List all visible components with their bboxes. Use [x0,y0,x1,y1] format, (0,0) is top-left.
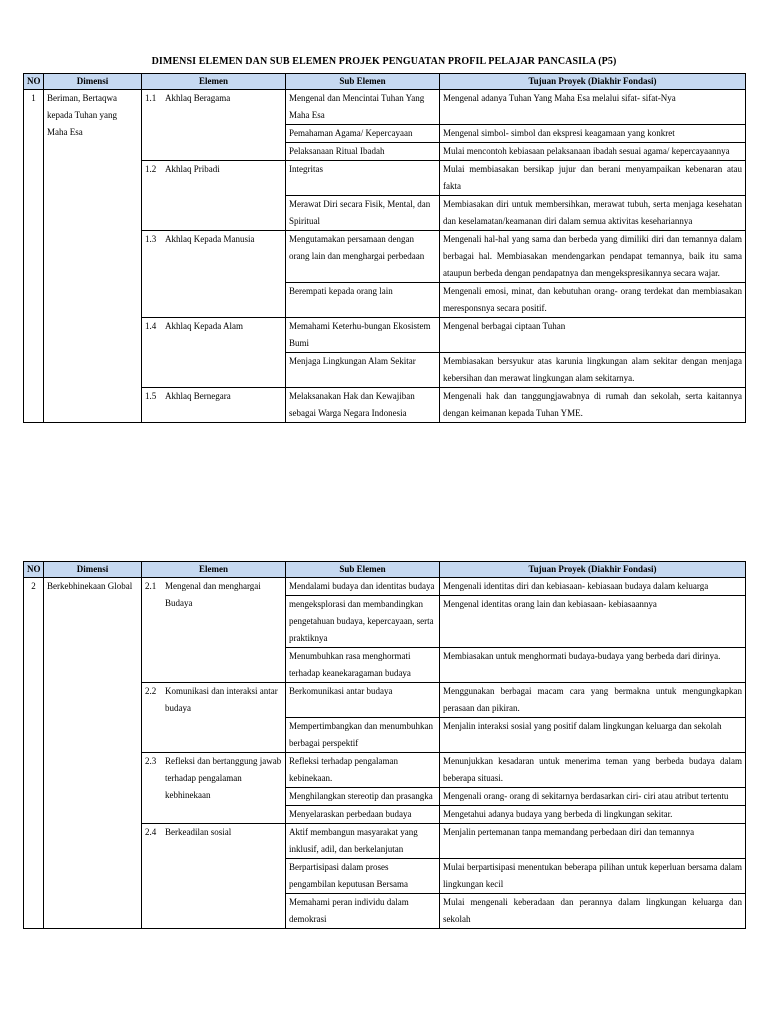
sub-element: Merawat Diri secara Fisik, Mental, dan Spiritual [286,196,440,231]
element-label [145,231,282,248]
project-goal: Mengenali orang- orang di sekitarnya berdasarkan ciri- ciri atau atribut tertentu [440,788,746,806]
project-goal: Mengenal berbagai ciptaan Tuhan [440,318,746,353]
document-title: DIMENSI ELEMEN DAN SUB ELEMEN PROJEK PENGUATAN PROFIL PELAJAR PANCASILA (P5) [151,56,617,67]
project-goal: Membiasakan bersyukur atas karunia lingkungan alam sekitar dengan menjaga kebersihan dan merawat lingkungan alam sekitarnya. [440,353,746,388]
dimension-name: Berkebhinekaan Global [44,578,142,929]
element-name: Berkeadilan sosial [165,827,232,837]
element-number: 1.5 [145,391,157,401]
row-number: 1 [24,90,44,423]
project-goal: Mengenali emosi, minat, dan kebutuhan orang- orang terdekat dan membiasakan meresponsnya secara positif. [440,283,746,318]
element-number: 2.3 [145,756,157,766]
header-no: NO [24,562,44,578]
element-name: Akhlaq Kepada Manusia [165,234,255,244]
element-number: 2.4 [145,827,157,837]
element-label [145,388,282,405]
sub-element: Integritas [286,161,440,196]
element-cell [142,578,286,683]
project-goal: Mulai berpartisipasi menentukan beberapa pilihan untuk keperluan bersama dalam lingkungan kecil [440,859,746,894]
table-row [24,578,746,596]
header-tujuan: Tujuan Proyek (Diakhir Fondasi) [440,562,746,578]
element-label [145,161,282,178]
table-body [24,578,746,929]
element-name: Akhlaq Beragama [165,93,231,103]
element-number: 1.2 [145,164,157,174]
element-number: 2.1 [145,581,157,591]
table-header-row [24,562,746,578]
element-number: 1.1 [145,93,157,103]
header-dimensi: Dimensi [44,562,142,578]
row-number: 2 [24,578,44,929]
sub-element: Menumbuhkan rasa menghormati terhadap keanekaragaman budaya [286,648,440,683]
header-no: NO [24,74,44,90]
project-goal: Mengenali hal-hal yang sama dan berbeda yang dimiliki diri dan temannya dalam berbagai hal. Membiasakan mendengarkan pendapat temannya, baik itu sama ataupun berbeda dengan pendapatnya dan mengekspresikannya secara wajar. [440,231,746,283]
element-cell [142,231,286,318]
sub-element: Berempati kepada orang lain [286,283,440,318]
sub-element: Menjaga Lingkungan Alam Sekitar [286,353,440,388]
sub-element: Aktif membangun masyarakat yang inklusif, adil, dan berkelanjutan [286,824,440,859]
sub-element: Refleksi terhadap pengalaman kebinekaan. [286,753,440,788]
element-number: 1.4 [145,321,157,331]
p5-table-dimension-1 [23,73,746,423]
sub-element: Mendalami budaya dan identitas budaya [286,578,440,596]
sub-element: Memahami Keterhu-bungan Ekosistem Bumi [286,318,440,353]
sub-element: Menghilangkan stereotip dan prasangka [286,788,440,806]
header-dimensi: Dimensi [44,74,142,90]
element-label [145,90,282,107]
project-goal: Menunjukkan kesadaran untuk menerima teman yang berbeda budaya dalam beberapa situasi. [440,753,746,788]
element-cell [142,683,286,753]
table-body [24,90,746,423]
project-goal: Mengetahui adanya budaya yang berbeda di lingkungan sekitar. [440,806,746,824]
element-cell [142,824,286,929]
element-label [145,683,282,717]
project-goal: Mengenal adanya Tuhan Yang Maha Esa melalui sifat- sifat-Nya [440,90,746,125]
sub-element: Melaksanakan Hak dan Kewajiban sebagai Warga Negara Indonesia [286,388,440,423]
element-label [145,824,282,841]
sub-element: Pemahaman Agama/ Kepercayaan [286,125,440,143]
element-label [145,318,282,335]
element-cell [142,753,286,824]
project-goal: Membiasakan diri untuk membersihkan, merawat tubuh, serta menjaga kesehatan dan keselamatan/keamanan diri dalam semua aktivitas kesehariannya [440,196,746,231]
element-name: Akhlaq Bernegara [165,391,231,401]
header-elemen: Elemen [142,74,286,90]
project-goal: Membiasakan untuk menghormati budaya-budaya yang berbeda dari dirinya. [440,648,746,683]
header-sub-elemen: Sub Elemen [286,74,440,90]
sub-element: Berpartisipasi dalam proses pengambilan keputusan Bersama [286,859,440,894]
header-sub-elemen: Sub Elemen [286,562,440,578]
project-goal: Mengenal simbol- simbol dan ekspresi keagamaan yang konkret [440,125,746,143]
element-cell [142,161,286,231]
element-name: Akhlaq Pribadi [165,164,220,174]
dimension-name: Beriman, Bertaqwa kepada Tuhan yang Maha Esa [44,90,142,423]
sub-element: Memahami peran individu dalam demokrasi [286,894,440,929]
sub-element: Pelaksanaan Ritual Ibadah [286,143,440,161]
element-name: Mengenal dan menghargai Budaya [165,581,261,608]
project-goal: Mengenali identitas diri dan kebiasaan- kebiasaan budaya dalam keluarga [440,578,746,596]
sub-element: Mempertimbangkan dan menumbuhkan berbagai perspektif [286,718,440,753]
project-goal: Mulai mencontoh kebiasaan pelaksanaan ibadah sesuai agama/ kepercayaannya [440,143,746,161]
sub-element: Berkomunikasi antar budaya [286,683,440,718]
table-header-row [24,74,746,90]
project-goal: Mulai membiasakan bersikap jujur dan berani menyampaikan kebenaran atau fakta [440,161,746,196]
element-number: 1.3 [145,234,157,244]
project-goal: Mengenali hak dan tanggungjawabnya di rumah dan sekolah, serta kaitannya dengan keimanan kepada Tuhan YME. [440,388,746,423]
element-name: Refleksi dan bertanggung jawab terhadap pengalaman kebhinekaan [165,756,282,800]
element-label [145,753,282,804]
header-elemen: Elemen [142,562,286,578]
element-number: 2.2 [145,686,157,696]
element-cell [142,318,286,388]
sub-element: mengeksplorasi dan membandingkan pengetahuan budaya, kepercayaan, serta praktiknya [286,596,440,648]
sub-element: Mengutamakan persamaan dengan orang lain dan menghargai perbedaan [286,231,440,283]
sub-element: Menyelaraskan perbedaan budaya [286,806,440,824]
table-row [24,90,746,125]
p5-table-dimension-2 [23,561,746,929]
element-cell [142,90,286,161]
project-goal: Menjalin pertemanan tanpa memandang perbedaan diri dan temannya [440,824,746,859]
element-name: Akhlaq Kepada Alam [165,321,243,331]
header-tujuan: Tujuan Proyek (Diakhir Fondasi) [440,74,746,90]
project-goal: Menjalin interaksi sosial yang positif dalam lingkungan keluarga dan sekolah [440,718,746,753]
sub-element: Mengenal dan Mencintai Tuhan Yang Maha Esa [286,90,440,125]
project-goal: Mulai mengenali keberadaan dan perannya dalam lingkungan keluarga dan sekolah [440,894,746,929]
element-name: Komunikasi dan interaksi antar budaya [165,686,278,713]
project-goal: Mengenal identitas orang lain dan kebiasaan- kebiasaannya [440,596,746,648]
element-cell [142,388,286,423]
project-goal: Menggunakan berbagai macam cara yang bermakna untuk mengungkapkan perasaan dan pikiran. [440,683,746,718]
element-label [145,578,282,612]
